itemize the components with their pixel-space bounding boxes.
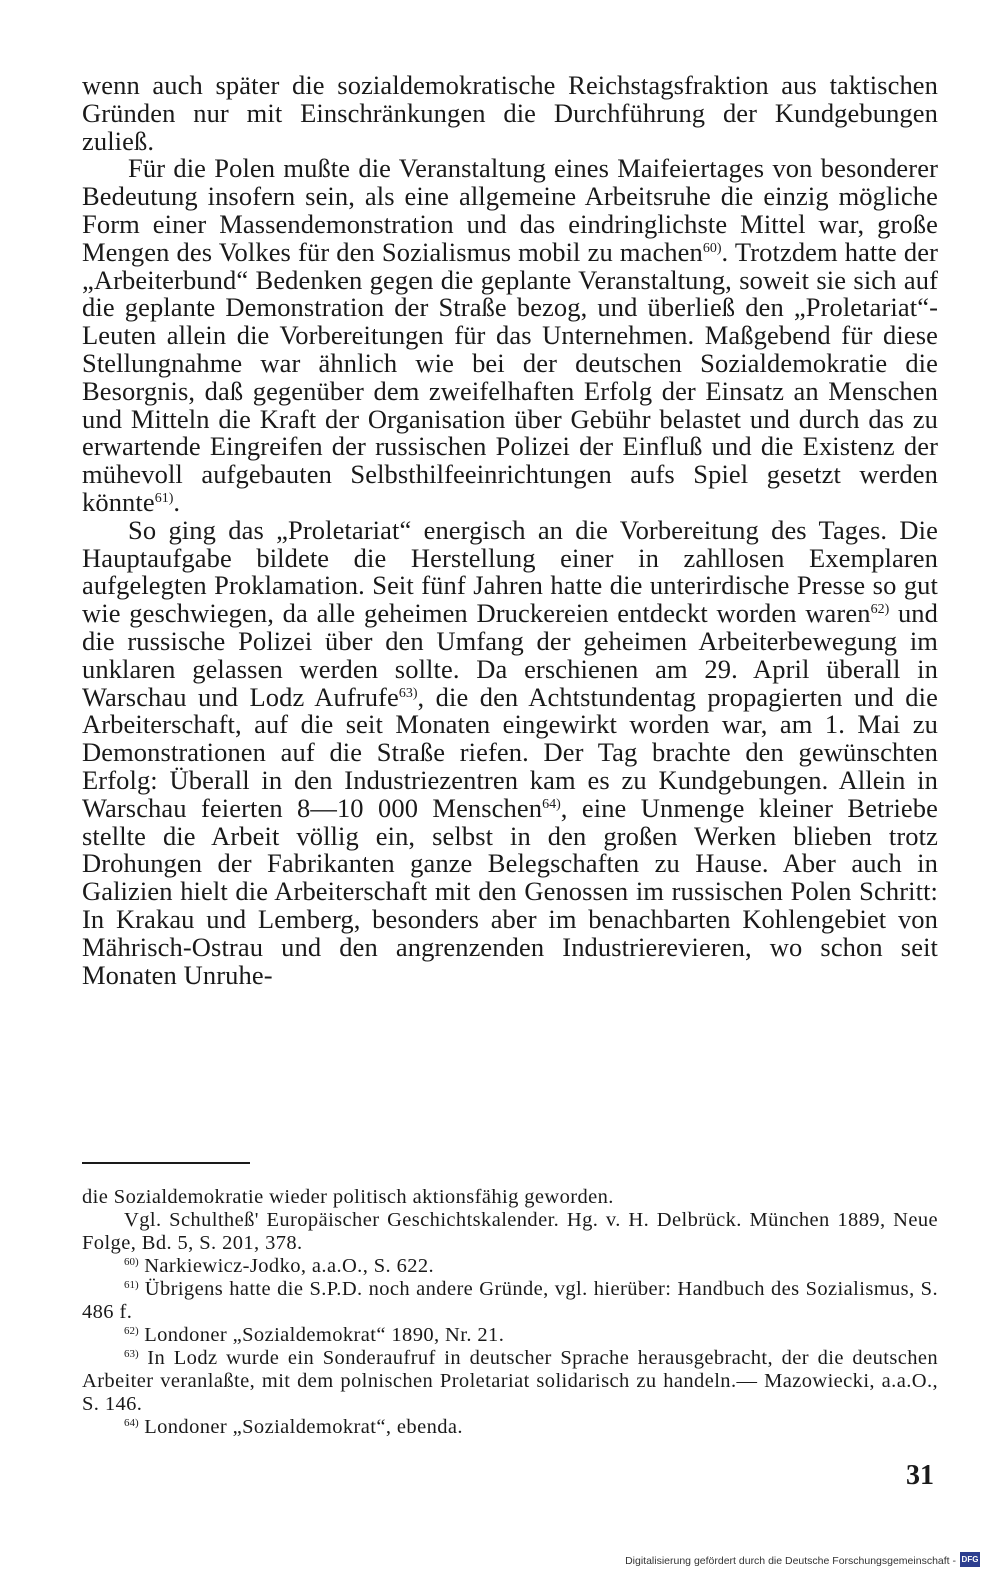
footnote-mark-61: 61)	[124, 1279, 139, 1291]
footnote-mark-64: 64)	[124, 1417, 139, 1429]
paragraph-2-text-c: .	[173, 486, 181, 517]
footnote-ref-64: 64)	[542, 796, 561, 812]
footnote-continuation-ref-text: Vgl. Schultheß' Europäischer Geschichtskalender. Hg. v. H. Delbrück. München 1889, Neue Folge, Bd. 5, S. 201, 378.	[82, 1209, 938, 1254]
paragraph-3-text-b: und die russische Polizei über den Umfang der geheimen Arbeiterbewegung im unklaren gelassen werden sollte. Da erschienen am 29. April überall in Warschau und Lodz Aufrufe	[82, 598, 938, 712]
footnote-ref-60: 60)	[702, 240, 722, 256]
footnote-61	[82, 1278, 938, 1324]
footnote-62	[82, 1324, 938, 1347]
footnote-text-62: Londoner „Sozialdemokrat“ 1890, Nr. 21.	[138, 1324, 505, 1346]
paragraph-1	[82, 72, 938, 155]
paragraph-3-text-d: , eine Unmenge kleiner Betriebe stellte die Arbeit völlig ein, selbst in den großen Werken blieben trotz Drohungen der Fabrikanten ganze Belegschaften zu Hause. Aber auch in Galizien hielt die Arbeiterschaft mit den Genossen im russischen Polen Schritt: In Krakau und Lemberg, besonders aber im benachbarten Kohlengebiet von Mährisch-Ostrau und den angrenzenden Industrierevieren, wo schon seit Monaten Unruhe-	[82, 792, 938, 990]
footnote-mark-63: 63)	[124, 1348, 139, 1360]
dfg-logo: DFG	[960, 1552, 980, 1567]
footnote-63	[82, 1347, 938, 1416]
footnote-continuation	[82, 1186, 938, 1209]
footnote-ref-61: 61)	[154, 490, 174, 506]
footnote-mark-62: 62)	[124, 1325, 139, 1337]
page-number: 31	[906, 1460, 934, 1491]
footnote-text-60: Narkiewicz-Jodko, a.a.O., S. 622.	[138, 1255, 435, 1277]
paragraph-2-text-a: Für die Polen mußte die Veranstaltung eines Maifeiertages von besonderer Bedeutung insofern sein, als eine allgemeine Arbeitsruhe die einzig mögliche Form einer Massendemonstration und das eindringlichste Mittel war, große Mengen des Volkes für den Sozialismus mobil zu machen	[82, 153, 938, 267]
footnote-text-63: In Lodz wurde ein Sonderaufruf in deutscher Sprache herausgebracht, der die deutschen Arbeiter veranlaßte, mit dem polnischen Proletariat solidarisch zu handeln.— Mazowiecki, a.a.O., S. 146.	[82, 1347, 938, 1415]
footnote-mark-60: 60)	[124, 1256, 139, 1268]
digitization-credit: Digitalisierung gefördert durch die Deutsche Forschungsgemeinschaft -	[625, 1555, 956, 1567]
footnotes	[82, 1186, 938, 1439]
paragraph-1-text: wenn auch später die sozialdemokratische Reichstagsfraktion aus taktischen Gründen nur mit Einschränkungen die Durchführung der Kundgebungen zuließ.	[82, 70, 938, 156]
footnote-ref-62: 62)	[870, 602, 890, 618]
footnote-text-61: Übrigens hatte die S.P.D. noch andere Gründe, vgl. hierüber: Handbuch des Sozialismus, S. 486 f.	[82, 1278, 938, 1323]
footnote-continuation-ref	[82, 1209, 938, 1255]
paragraph-3-text-c: , die den Achtstundentag propagierten und die Arbeiterschaft, auf die seit Monaten eingewirkt worden war, am 1. Mai zu Demonstrationen auf die Straße riefen. Der Tag brachte den gewünschten Erfolg: Überall in den Industriezentren kam es zu Kundgebungen. Allein in Warschau feierten 8—10 000 Menschen	[82, 681, 938, 823]
paragraph-3-text-a: So ging das „Proletariat“ energisch an die Vorbereitung des Tages. Die Hauptaufgabe bildete die Herstellung einer in zahllosen Exemplaren aufgelegten Proklamation. Seit fünf Jahren hatte die unterirdische Presse so gut wie geschwiegen, da alle geheimen Druckereien entdeckt worden waren	[82, 514, 938, 629]
paragraph-2	[82, 155, 938, 516]
footnote-60	[82, 1255, 938, 1278]
footnote-text-64: Londoner „Sozialdemokrat“, ebenda.	[138, 1416, 463, 1438]
paragraph-2-text-b: . Trotzdem hatte der „Arbeiterbund“ Bedenken gegen die geplante Veranstaltung, soweit sie sich auf die geplante Demonstration der Straße bezog, und überließ den „Proletariat“-Leuten allein die Vorbereitungen für das Unternehmen. Maßgebend für diese Stellungnahme war ähnlich wie bei der deutschen Sozialdemokratie die Besorgnis, daß gegenüber dem zweifelhaften Erfolg der Einsatz an Menschen und Mitteln die Kraft der Organisation über Gebühr belastet und durch das zu erwartende Eingreifen der russischen Polizei der Einfluß und die Existenz der mühevoll aufgebauten Selbsthilfeeinrichtungen aufs Spiel gesetzt werden könnte	[82, 236, 939, 517]
paragraph-3	[82, 514, 938, 990]
main-text	[82, 72, 938, 989]
footnote-ref-63: 63)	[398, 685, 418, 701]
footnote-divider	[82, 1162, 250, 1164]
footnote-continuation-text: die Sozialdemokratie wieder politisch aktionsfähig geworden.	[82, 1186, 614, 1208]
footnote-64	[82, 1416, 938, 1439]
